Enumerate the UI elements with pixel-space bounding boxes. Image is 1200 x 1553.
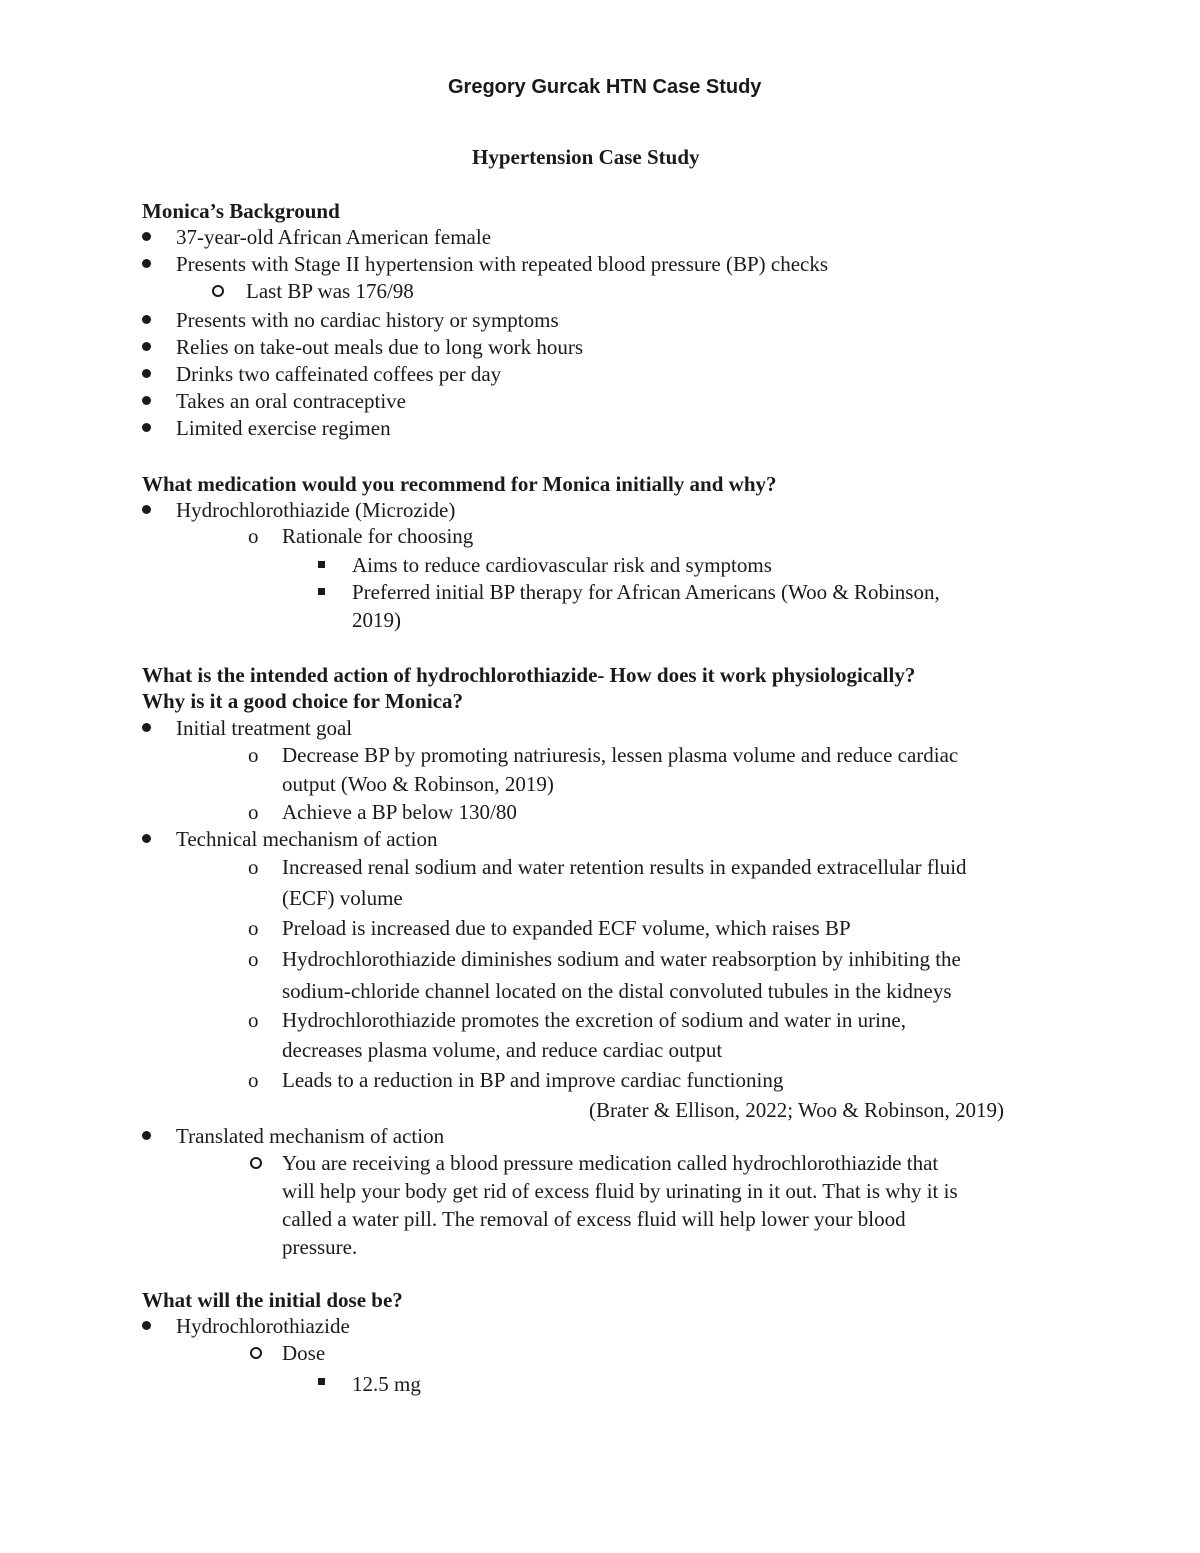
- list-item: Presents with Stage II hypertension with repeated blood pressure (BP) checks: [176, 252, 829, 276]
- bullet-circle-icon: o: [248, 743, 259, 767]
- bullet-circle-icon: o: [248, 947, 259, 971]
- bullet-circle-icon: [250, 1347, 262, 1359]
- list-item: Translated mechanism of action: [176, 1124, 445, 1148]
- list-item: Rationale for choosing: [282, 524, 474, 548]
- list-item: Aims to reduce cardiovascular risk and symptoms: [352, 553, 772, 577]
- list-item-continuation: will help your body get rid of excess fluid by urinating in it out. That is why it is: [282, 1179, 958, 1203]
- bullet-disc-icon: [142, 342, 151, 351]
- document-title: Hypertension Case Study: [472, 145, 700, 169]
- citation: (Brater & Ellison, 2022; Woo & Robinson, 2019): [589, 1098, 1004, 1122]
- bullet-square-icon: [318, 588, 325, 595]
- list-item: Preferred initial BP therapy for African Americans (Woo & Robinson,: [352, 580, 940, 604]
- bullet-disc-icon: [142, 315, 151, 324]
- bullet-square-icon: [318, 561, 325, 568]
- bullet-disc-icon: [142, 1321, 151, 1330]
- list-item: Presents with no cardiac history or symptoms: [176, 308, 559, 332]
- bullet-disc-icon: [142, 369, 151, 378]
- bullet-disc-icon: [142, 505, 151, 514]
- list-item-continuation: (ECF) volume: [282, 886, 403, 910]
- section-heading-medication: What medication would you recommend for Monica initially and why?: [142, 472, 777, 496]
- bullet-circle-icon: [250, 1157, 262, 1169]
- page-header: Gregory Gurcak HTN Case Study: [448, 76, 762, 98]
- bullet-circle-icon: [212, 285, 224, 297]
- bullet-disc-icon: [142, 396, 151, 405]
- list-item: Drinks two caffeinated coffees per day: [176, 362, 502, 386]
- list-item: 12.5 mg: [352, 1372, 421, 1396]
- bullet-circle-icon: o: [248, 1008, 259, 1032]
- list-item: You are receiving a blood pressure medication called hydrochlorothiazide that: [282, 1151, 939, 1175]
- bullet-square-icon: [318, 1378, 325, 1385]
- bullet-disc-icon: [142, 834, 151, 843]
- list-item: Relies on take-out meals due to long work hours: [176, 335, 584, 359]
- list-item: Decrease BP by promoting natriuresis, lessen plasma volume and reduce cardiac: [282, 743, 959, 767]
- list-item: Limited exercise regimen: [176, 416, 391, 440]
- list-item: Leads to a reduction in BP and improve cardiac functioning: [282, 1068, 784, 1092]
- list-item: Hydrochlorothiazide diminishes sodium and water reabsorption by inhibiting the: [282, 947, 961, 971]
- list-item: Hydrochlorothiazide (Microzide): [176, 498, 456, 522]
- list-item: Hydrochlorothiazide: [176, 1314, 350, 1338]
- list-item: Hydrochlorothiazide promotes the excretion of sodium and water in urine,: [282, 1008, 906, 1032]
- bullet-circle-icon: o: [248, 524, 259, 548]
- list-item-continuation: sodium-chloride channel located on the distal convoluted tubules in the kidneys: [282, 979, 952, 1003]
- list-item: Dose: [282, 1341, 326, 1365]
- section-heading-action: What is the intended action of hydrochlorothiazide- How does it work physiologically?: [142, 663, 916, 687]
- bullet-circle-icon: o: [248, 1068, 259, 1092]
- list-item: Takes an oral contraceptive: [176, 389, 406, 413]
- list-item: 37-year-old African American female: [176, 225, 492, 249]
- list-item: Last BP was 176/98: [246, 279, 414, 303]
- list-item-continuation: pressure.: [282, 1235, 358, 1259]
- bullet-disc-icon: [142, 1131, 151, 1140]
- bullet-disc-icon: [142, 232, 151, 241]
- list-item-continuation: called a water pill. The removal of excess fluid will help lower your blood: [282, 1207, 906, 1231]
- section-heading-background: Monica’s Background: [142, 199, 340, 223]
- list-item-continuation: output (Woo & Robinson, 2019): [282, 772, 554, 796]
- section-heading-dose: What will the initial dose be?: [142, 1288, 403, 1312]
- bullet-circle-icon: o: [248, 916, 259, 940]
- bullet-disc-icon: [142, 259, 151, 268]
- section-heading-action-line2: Why is it a good choice for Monica?: [142, 689, 464, 713]
- bullet-disc-icon: [142, 423, 151, 432]
- list-item: Achieve a BP below 130/80: [282, 800, 517, 824]
- list-item: Technical mechanism of action: [176, 827, 438, 851]
- bullet-circle-icon: o: [248, 855, 259, 879]
- list-item-continuation: 2019): [352, 608, 401, 632]
- list-item: Initial treatment goal: [176, 716, 353, 740]
- list-item: Preload is increased due to expanded ECF volume, which raises BP: [282, 916, 851, 940]
- bullet-circle-icon: o: [248, 800, 259, 824]
- bullet-disc-icon: [142, 723, 151, 732]
- list-item: Increased renal sodium and water retention results in expanded extracellular fluid: [282, 855, 967, 879]
- list-item-continuation: decreases plasma volume, and reduce cardiac output: [282, 1038, 723, 1062]
